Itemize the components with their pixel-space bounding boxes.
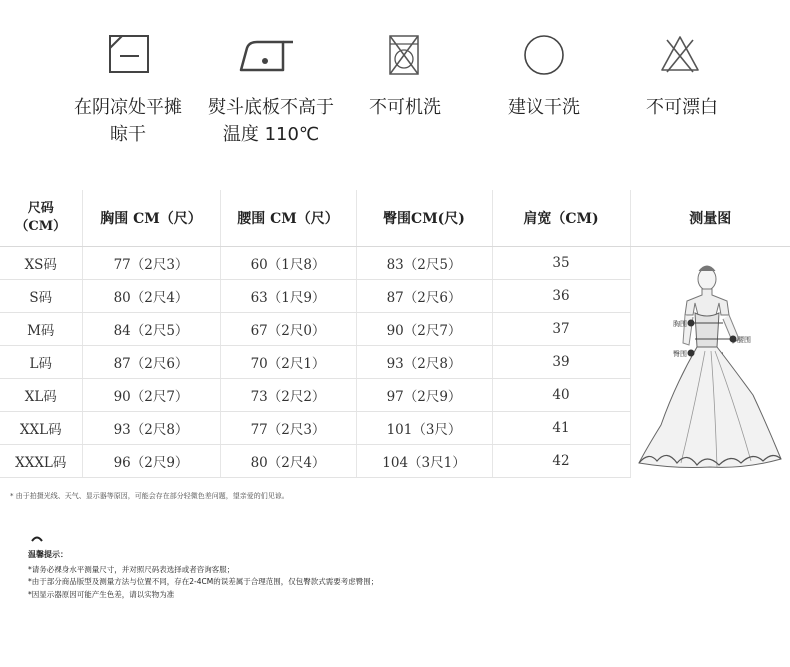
waist-cell: 80（2尺4） [220, 445, 356, 478]
hip-cell: 90（2尺7） [356, 313, 492, 346]
shoulder-cell: 37 [492, 313, 630, 346]
tips-line: *由于部分商品版型及测量方法与位置不同，存在2-4CM的误差属于合理范围，仅包臀款式需要考虑臀围； [28, 577, 379, 586]
figure-label-hip: 臀围 [673, 350, 688, 359]
hip-cell: 101（3尺） [356, 412, 492, 445]
column-header-chest: 胸围 CM（尺） [82, 190, 220, 247]
column-header-size [0, 190, 82, 247]
size-cell: L码 [0, 346, 82, 379]
hip-cell: 104（3尺1） [356, 445, 492, 478]
iron-110c-icon [237, 34, 297, 74]
care-label-line: 熨斗底板不高于 [208, 97, 334, 118]
care-label-line: 不可机洗 [369, 97, 441, 118]
size-cell: M码 [0, 313, 82, 346]
shoulder-cell: 36 [492, 280, 630, 313]
hip-cell: 83（2尺5） [356, 247, 492, 280]
care-label-line: 晾干 [110, 124, 146, 145]
hip-cell: 97（2尺9） [356, 379, 492, 412]
care-label [53, 94, 203, 148]
decorative-arc-icon [30, 534, 44, 542]
shoulder-cell: 40 [492, 379, 630, 412]
column-header-measure-figure: 测量图 [630, 190, 790, 247]
hip-cell: 93（2尺8） [356, 346, 492, 379]
care-label-line: 在阴凉处平摊 [74, 97, 182, 118]
care-label-line: 温度 110℃ [222, 124, 320, 145]
shoulder-cell: 42 [492, 445, 630, 478]
waist-cell: 70（2尺1） [220, 346, 356, 379]
size-table [0, 190, 790, 478]
tips-line: *因显示器原因可能产生色差，请以实物为准 [28, 589, 175, 599]
column-header-hip: 臀围CM(尺) [356, 190, 492, 247]
tips-line: *请务必裸身水平测量尺寸，并对照尺码表选择或者咨询客服； [28, 564, 235, 574]
care-instructions [0, 0, 790, 170]
care-label-line: 建议干洗 [508, 97, 580, 118]
waist-cell: 67（2尺0） [220, 313, 356, 346]
waist-cell: 73（2尺2） [220, 379, 356, 412]
table-row [0, 247, 790, 280]
no-bleach-icon [659, 34, 701, 74]
chest-cell: 84（2尺5） [82, 313, 220, 346]
column-header-waist: 腰围 CM（尺） [220, 190, 356, 247]
figure-label-chest: 胸围 [673, 320, 688, 329]
chest-cell: 93（2尺8） [82, 412, 220, 445]
tips-title: 温馨提示： [28, 550, 68, 559]
tips-section [28, 549, 378, 601]
chest-cell: 77（2尺3） [82, 247, 220, 280]
gown-measurement-figure [635, 255, 785, 469]
care-label [607, 94, 757, 121]
care-label-line: 不可漂白 [646, 97, 718, 118]
waist-cell: 77（2尺3） [220, 412, 356, 445]
size-cell: S码 [0, 280, 82, 313]
care-label [196, 94, 346, 148]
shoulder-cell: 41 [492, 412, 630, 445]
column-header-size-line: 尺码 [27, 201, 54, 216]
size-cell: XL码 [0, 379, 82, 412]
hip-cell: 87（2尺6） [356, 280, 492, 313]
color-difference-footnote: * 由于拍摄光线、天气、显示器等原因，可能会存在部分轻微色差问题，望亲爱的们见谅。 [10, 492, 289, 500]
table-header-row [0, 190, 790, 247]
column-header-shoulder: 肩宽（CM) [492, 190, 630, 247]
size-cell: XS码 [0, 247, 82, 280]
care-label [330, 94, 480, 121]
chest-cell: 96（2尺9） [82, 445, 220, 478]
care-label [469, 94, 619, 121]
chest-cell: 87（2尺6） [82, 346, 220, 379]
waist-cell: 60（1尺8） [220, 247, 356, 280]
measure-figure-cell [630, 247, 790, 478]
waist-cell: 63（1尺9） [220, 280, 356, 313]
size-cell: XXXL码 [0, 445, 82, 478]
figure-label-waist: 腰围 [737, 336, 752, 345]
dry-flat-shade-icon [107, 34, 151, 74]
chest-cell: 80（2尺4） [82, 280, 220, 313]
no-machine-wash-icon [388, 34, 420, 76]
shoulder-cell: 35 [492, 247, 630, 280]
column-header-size-unit: （CM） [15, 219, 67, 234]
shoulder-cell: 39 [492, 346, 630, 379]
size-cell: XXL码 [0, 412, 82, 445]
chest-cell: 90（2尺7） [82, 379, 220, 412]
dry-clean-icon [523, 34, 565, 76]
